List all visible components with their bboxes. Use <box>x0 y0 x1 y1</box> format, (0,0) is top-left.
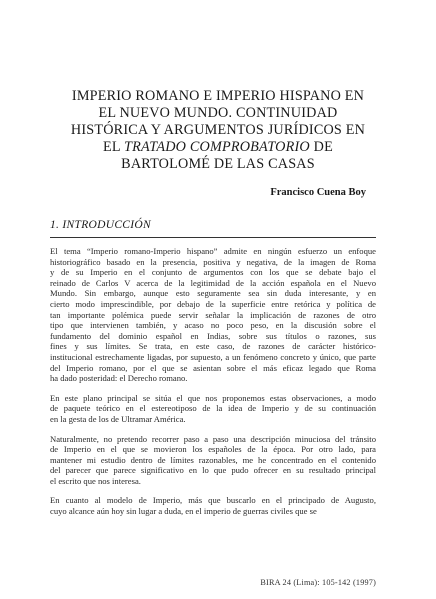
body-line: cierto modo imprescindible, por debajo de la superficie entre retórica y política de <box>50 298 376 309</box>
section-divider <box>50 237 376 238</box>
body-line: El tema “Imperio romano-Imperio hispano” admite en ningún esfuerzo un enfoque <box>50 246 376 256</box>
author-name: Francisco Cuena Boy <box>270 187 366 198</box>
body-line: mantener mi estudio dentro de límites razonables, me he concentrado en el contenido <box>50 454 376 465</box>
title-italic-fragment: TRATADO COMPROBATORIO <box>124 139 310 156</box>
title-line: BARTOLOMÉ DE LAS CASAS <box>121 156 315 173</box>
body-line: de paquete teórico en el estereotiposo de la idea de Imperio y de su continuación <box>50 403 376 414</box>
body-line: fines y sus límites. Se trata, en este caso, de razones de carácter histórico- <box>50 341 376 352</box>
title-line: HISTÓRICA Y ARGUMENTOS JURÍDICOS EN <box>70 121 366 138</box>
body-line: de Imperio en el que se movieron los españoles de la época. Por otro lado, para <box>50 444 376 455</box>
article-body <box>50 246 376 526</box>
body-line: en la gesta de los de Ultramar América. <box>50 413 186 424</box>
body-line: del Imperio romano, por el que se asientan sobre el más eficaz legado que Roma <box>50 362 376 373</box>
body-line: historiográfico basado en la presencia, positiva y negativa, de la imagen de Roma <box>50 256 376 267</box>
title-line: IMPERIO ROMANO E IMPERIO HISPANO EN <box>71 87 365 104</box>
body-paragraph <box>50 246 376 384</box>
body-line: tan importante polémica puede servir señalar la implicación de razones de otro <box>50 309 376 320</box>
section-heading: 1. INTRODUCCIÓN <box>50 219 151 231</box>
body-line: Mundo. Sin embargo, aunque esto seguramente sea sin duda interesante, y en <box>50 288 376 299</box>
body-line: fundamento del dominio español en Indias, sobre sus títulos o razones, sus <box>50 330 376 341</box>
body-paragraph <box>50 495 376 516</box>
title-fragment: EL <box>103 139 124 156</box>
body-line: En cuanto al modelo de Imperio, más que buscarlo en el principado de Augusto, <box>50 495 376 506</box>
body-line: institucional estrechamente ligadas, por supuesto, a un fenómeno concreto y único, que parte <box>50 351 376 362</box>
body-line: el escrito que nos interesa. <box>50 475 141 486</box>
title-fragment: DE <box>309 139 333 156</box>
body-line: del parecer que parece significativo en lo que pudo ofrecer en su resultado principal <box>50 465 376 476</box>
body-line: ha dado posteridad: el Derecho romano. <box>50 373 188 384</box>
title-line <box>50 139 386 156</box>
body-line: tipo que intervienen también, y acaso no poco peso, en la discusión sobre el <box>50 320 376 331</box>
page-footer-citation: BIRA 24 (Lima): 105-142 (1997) <box>260 578 376 587</box>
body-line: y de su Imperio en el conjunto de argumentos con los que se debate bajo el <box>50 267 376 278</box>
body-line: cuyo alcance aún hoy sin lugar a duda, en el imperio de guerras civiles que se <box>50 506 317 517</box>
article-title <box>50 88 386 174</box>
body-paragraph <box>50 393 376 425</box>
body-line: Naturalmente, no pretendo recorrer paso a paso una descripción minuciosa del tránsito <box>50 433 376 444</box>
title-line: EL NUEVO MUNDO. CONTINUIDAD <box>98 104 338 121</box>
body-paragraph <box>50 434 376 487</box>
body-line: reinado de Carlos V acerca de la legitimidad de la acción española en el Nuevo <box>50 277 376 288</box>
body-line: En este plano principal se sitúa el que nos proponemos estas observaciones, a modo <box>50 392 376 403</box>
